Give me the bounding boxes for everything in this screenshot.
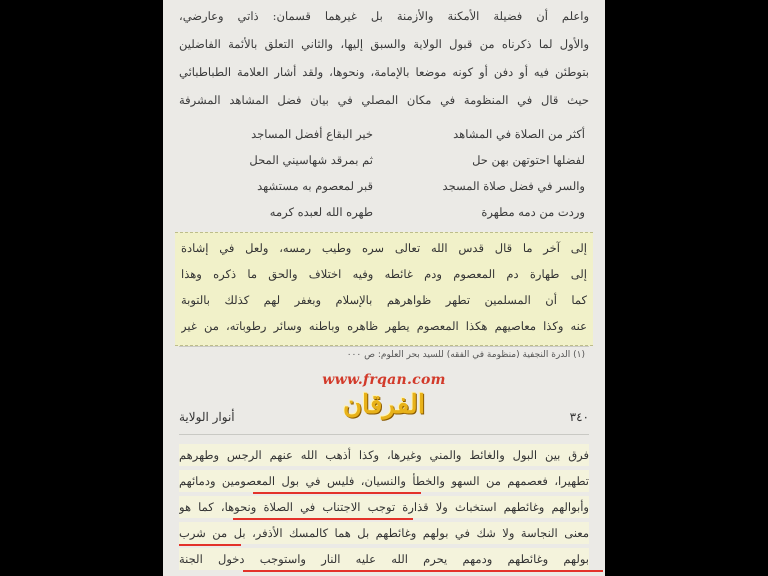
highlighted-line: عنه وكذا معاصيهم هكذا المعصوم يطهر ظاهره وباطنه وسائر رطوباته، من غير xyxy=(181,319,587,333)
poem-hemistich-left: خير البقاع أفضل المساجد xyxy=(251,127,373,141)
poem-hemistich-left: ثم بمرقد شهاسيني المحل xyxy=(249,153,373,167)
red-underline xyxy=(179,544,241,546)
highlighted-line: إلى طهارة دم المعصوم ودم غائطه وفيه اختلاف والحق ما ذكره وهذا xyxy=(181,267,587,281)
highlighted-line: إلى آخر ما قال قدس الله تعالى سره وطيب رمسه، ولعل في إشادة xyxy=(181,241,587,255)
poem-verse xyxy=(183,122,585,146)
page-number: ٣٤٠ xyxy=(569,410,589,424)
text-line: تطهيرا، فعصمهم من السهو والخطأ والنسيان، فليس في بول المعصومين ودمائهم xyxy=(179,470,589,492)
highlighted-passage xyxy=(175,232,593,346)
poem-hemistich-right: لفضلها احتوتهن بهن حل xyxy=(472,153,585,167)
poem-hemistich-right: والسر في فضل صلاة المسجد xyxy=(442,179,585,193)
red-underline xyxy=(253,492,421,494)
footnote-divider xyxy=(179,346,589,347)
footnote: (١) الدرة النجفية (منظومة في الفقه) للسيد بحر العلوم: ص ٠٠٠ xyxy=(346,350,585,360)
text-line: والأول لما ذكرناه من قبول الولاية والسبق إليها، والثاني التعلق بالأئمة الفاضلين xyxy=(179,37,589,51)
text-line: حيث قال في المنظومة في مكان المصلي في بيان فضل المشاهد المشرفة xyxy=(179,93,589,107)
text-line: فرق بين البول والغائط والمني وغيرها، وكذا أذهب الله عنهم الرجس وطهرهم xyxy=(179,444,589,466)
poem-hemistich-left: طهره الله لعبده كرمه xyxy=(269,205,373,219)
text-line: بولهم وغائطهم ودمهم يحرم الله عليه النار واستوجب دخول الجنة xyxy=(179,548,589,570)
poem-hemistich-right: وردت من دمه مطهرة xyxy=(481,205,585,219)
poem-verse xyxy=(183,174,585,198)
text-line: معنى النجاسة ولا شك في بولهم وغائطهم بل هما كالمسك الأذفر، بل من شرب xyxy=(179,522,589,544)
red-underline xyxy=(243,570,603,572)
poem-verse xyxy=(183,200,585,224)
poem-verse xyxy=(183,148,585,172)
text-line: واعلم أن فضيلة الأمكنة والأزمنة بل غيرهما قسمان: ذاتي وعارضي، xyxy=(179,9,589,23)
highlighted-line: كما أن المسلمين تطهر ظواهرهم بالإسلام وبغفر لهم كذلك بالتوبة xyxy=(181,293,587,307)
text-line: بتوطئن فيه أو دفن أو كونه موضعا بالإمامة، ونحوها، ولقد أشار العلامة الطباطبائي xyxy=(179,65,589,79)
watermark-logo: الفرقان xyxy=(342,390,426,420)
watermark-url: www.frqan.com xyxy=(322,372,446,388)
poem-hemistich-left: قبر لمعصوم به مستشهد xyxy=(257,179,373,193)
scanned-page xyxy=(163,0,605,576)
red-underline xyxy=(233,518,413,520)
poem-hemistich-right: أكثر من الصلاة في المشاهد xyxy=(453,127,585,141)
header-divider xyxy=(179,434,589,435)
running-title: أنوار الولاية xyxy=(179,410,235,424)
text-line: وأبوالهم وغائطهم استخباث ولا قذارة توجب الاجتناب في الصلاة ونحوها، كما هو xyxy=(179,496,589,518)
page-header xyxy=(179,410,589,432)
